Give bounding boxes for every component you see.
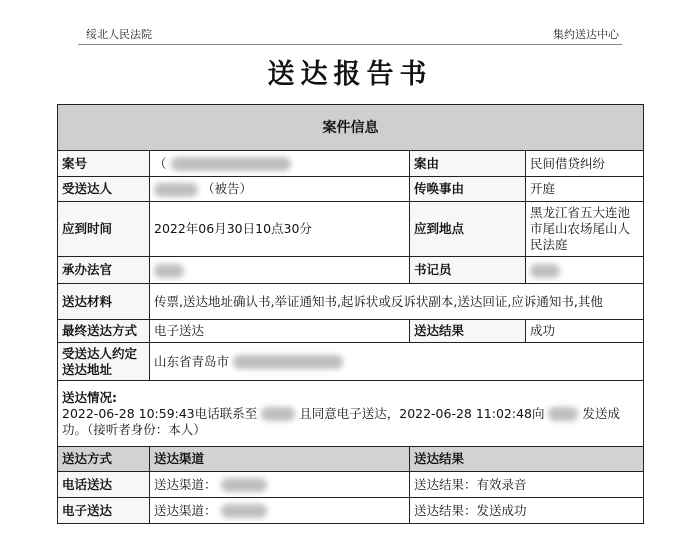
detail-label: 送达情况:: [62, 389, 117, 405]
redacted-clerk: [530, 264, 560, 278]
result-value: 成功: [526, 320, 644, 343]
row-channel: [150, 472, 410, 498]
header-divider: [78, 44, 622, 45]
redacted-channel: [221, 504, 267, 518]
clerk-label: 书记员: [410, 257, 526, 284]
redacted-judge: [154, 264, 184, 278]
materials-label: 送达材料: [58, 284, 150, 320]
recipient-label: 受送达人: [58, 177, 150, 202]
materials-value: 传票,送达地址确认书,举证通知书,起诉状或反诉状副本,送达回证,应诉通知书,其他: [150, 284, 644, 320]
col-channel: 送达渠道: [150, 447, 410, 472]
row-result: 送达结果：有效录音: [410, 472, 644, 498]
row-method: 电子送达: [58, 498, 150, 524]
cause-value: 民间借贷纠纷: [526, 151, 644, 177]
detail-part1: 2022-06-28 10:59:43电话联系至: [62, 405, 258, 421]
redacted-target: [548, 407, 578, 421]
table-row: [58, 498, 644, 524]
final-method-value: 电子送达: [150, 320, 410, 343]
address-value: [150, 343, 644, 381]
court-name: 绥北人民法院: [86, 28, 152, 41]
address-text: 山东省青岛市: [154, 353, 230, 369]
recipient-role: （被告）: [201, 181, 252, 196]
redacted-recipient: [154, 183, 198, 197]
summons-label: 传唤事由: [410, 177, 526, 202]
appear-place-value: 黑龙江省五大连池市尾山农场尾山人民法庭: [526, 202, 644, 257]
table-row: [58, 472, 644, 498]
redacted-phone: [261, 407, 295, 421]
judge-label: 承办法官: [58, 257, 150, 284]
detail-part2: 且同意电子送达，2022-06-28 11:02:48向: [299, 405, 545, 421]
report-table: [57, 104, 644, 524]
center-name: 集约送达中心: [553, 28, 619, 41]
address-label: 受送达人约定送达地址: [58, 343, 150, 381]
row-method: 电话送达: [58, 472, 150, 498]
redacted-channel: [221, 478, 267, 492]
appear-place-label: 应到地点: [410, 202, 526, 257]
detail-part3: 发送成功。（接听者身份：本人）: [62, 405, 620, 437]
judge-value: [150, 257, 410, 284]
row-result: 送达结果：发送成功: [410, 498, 644, 524]
appear-time-label: 应到时间: [58, 202, 150, 257]
appear-time-value: 2022年06月30日10点30分: [150, 202, 410, 257]
col-method: 送达方式: [58, 447, 150, 472]
row-channel: [150, 498, 410, 524]
section-case-info: 案件信息: [58, 105, 644, 151]
delivery-detail: [58, 381, 644, 447]
col-result: 送达结果: [410, 447, 644, 472]
redacted-case-no: [171, 157, 291, 171]
clerk-value: [526, 257, 644, 284]
recipient-value: [150, 177, 410, 202]
case-no-prefix: （: [154, 155, 167, 171]
redacted-address: [233, 355, 343, 369]
case-no-label: 案号: [58, 151, 150, 177]
channel-prefix: 送达渠道：: [154, 502, 217, 518]
page-title: 送达报告书: [267, 59, 433, 90]
channel-prefix: 送达渠道：: [154, 476, 217, 492]
case-no-value: [150, 151, 410, 177]
final-method-label: 最终送达方式: [58, 320, 150, 343]
summons-value: 开庭: [526, 177, 644, 202]
result-label: 送达结果: [410, 320, 526, 343]
detail-text: [62, 406, 639, 438]
cause-label: 案由: [410, 151, 526, 177]
